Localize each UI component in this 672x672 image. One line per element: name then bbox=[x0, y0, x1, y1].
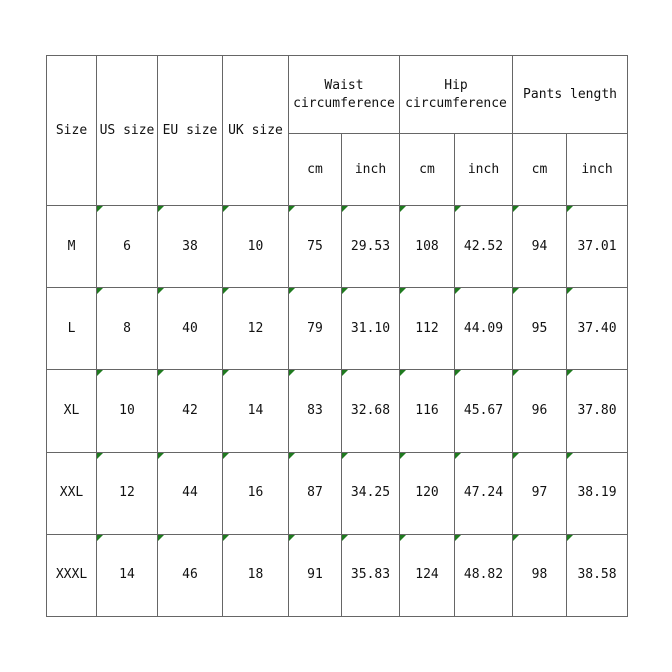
table-row-xxl bbox=[47, 452, 628, 534]
header-hip-cm: cm bbox=[400, 134, 455, 206]
table-row-l bbox=[47, 288, 628, 370]
header-pants-cm: cm bbox=[513, 134, 567, 206]
cell-pants-cm: 97 bbox=[513, 452, 567, 534]
header-waist-label: Waist circumference bbox=[293, 77, 395, 111]
header-pants-length: Pants length bbox=[513, 56, 628, 134]
cell-eu-size: 46 bbox=[158, 534, 223, 616]
cell-pants-inch: 38.58 bbox=[567, 534, 628, 616]
cell-size: XXXL bbox=[47, 534, 97, 616]
cell-us-size: 6 bbox=[97, 206, 158, 288]
header-hip-label: Hip circumference bbox=[405, 77, 507, 111]
cell-uk-size: 18 bbox=[223, 534, 289, 616]
cell-us-size: 14 bbox=[97, 534, 158, 616]
cell-size: XXL bbox=[47, 452, 97, 534]
cell-hip-cm: 124 bbox=[400, 534, 455, 616]
cell-us-size: 10 bbox=[97, 370, 158, 452]
cell-pants-inch: 37.40 bbox=[567, 288, 628, 370]
cell-waist-cm: 75 bbox=[289, 206, 342, 288]
cell-pants-inch: 37.01 bbox=[567, 206, 628, 288]
table-row-m bbox=[47, 206, 628, 288]
cell-waist-cm: 91 bbox=[289, 534, 342, 616]
cell-waist-cm: 79 bbox=[289, 288, 342, 370]
cell-hip-inch: 45.67 bbox=[455, 370, 513, 452]
cell-uk-size: 12 bbox=[223, 288, 289, 370]
header-pants-inch: inch bbox=[567, 134, 628, 206]
cell-waist-inch: 32.68 bbox=[342, 370, 400, 452]
header-us-size: US size bbox=[97, 56, 158, 206]
header-hip-circumference bbox=[400, 56, 513, 134]
header-eu-size: EU size bbox=[158, 56, 223, 206]
cell-waist-inch: 31.10 bbox=[342, 288, 400, 370]
cell-hip-cm: 112 bbox=[400, 288, 455, 370]
cell-uk-size: 10 bbox=[223, 206, 289, 288]
cell-pants-cm: 95 bbox=[513, 288, 567, 370]
cell-pants-cm: 94 bbox=[513, 206, 567, 288]
cell-size: L bbox=[47, 288, 97, 370]
cell-uk-size: 14 bbox=[223, 370, 289, 452]
cell-hip-cm: 120 bbox=[400, 452, 455, 534]
cell-us-size: 12 bbox=[97, 452, 158, 534]
table-row-xl bbox=[47, 370, 628, 452]
cell-hip-inch: 47.24 bbox=[455, 452, 513, 534]
cell-pants-cm: 98 bbox=[513, 534, 567, 616]
header-uk-size: UK size bbox=[223, 56, 289, 206]
header-hip-inch: inch bbox=[455, 134, 513, 206]
cell-hip-cm: 116 bbox=[400, 370, 455, 452]
header-waist-inch: inch bbox=[342, 134, 400, 206]
cell-waist-cm: 83 bbox=[289, 370, 342, 452]
header-waist-circumference bbox=[289, 56, 400, 134]
cell-hip-inch: 42.52 bbox=[455, 206, 513, 288]
cell-eu-size: 42 bbox=[158, 370, 223, 452]
cell-pants-cm: 96 bbox=[513, 370, 567, 452]
cell-eu-size: 44 bbox=[158, 452, 223, 534]
cell-waist-inch: 34.25 bbox=[342, 452, 400, 534]
cell-pants-inch: 38.19 bbox=[567, 452, 628, 534]
cell-waist-inch: 29.53 bbox=[342, 206, 400, 288]
cell-pants-inch: 37.80 bbox=[567, 370, 628, 452]
cell-eu-size: 40 bbox=[158, 288, 223, 370]
cell-size: XL bbox=[47, 370, 97, 452]
header-row bbox=[47, 56, 628, 134]
cell-hip-inch: 44.09 bbox=[455, 288, 513, 370]
cell-hip-cm: 108 bbox=[400, 206, 455, 288]
cell-uk-size: 16 bbox=[223, 452, 289, 534]
cell-size: M bbox=[47, 206, 97, 288]
table-row-xxxl bbox=[47, 534, 628, 616]
header-waist-cm: cm bbox=[289, 134, 342, 206]
cell-us-size: 8 bbox=[97, 288, 158, 370]
header-size: Size bbox=[47, 56, 97, 206]
cell-hip-inch: 48.82 bbox=[455, 534, 513, 616]
cell-waist-inch: 35.83 bbox=[342, 534, 400, 616]
size-chart-table bbox=[46, 55, 628, 617]
cell-eu-size: 38 bbox=[158, 206, 223, 288]
cell-waist-cm: 87 bbox=[289, 452, 342, 534]
